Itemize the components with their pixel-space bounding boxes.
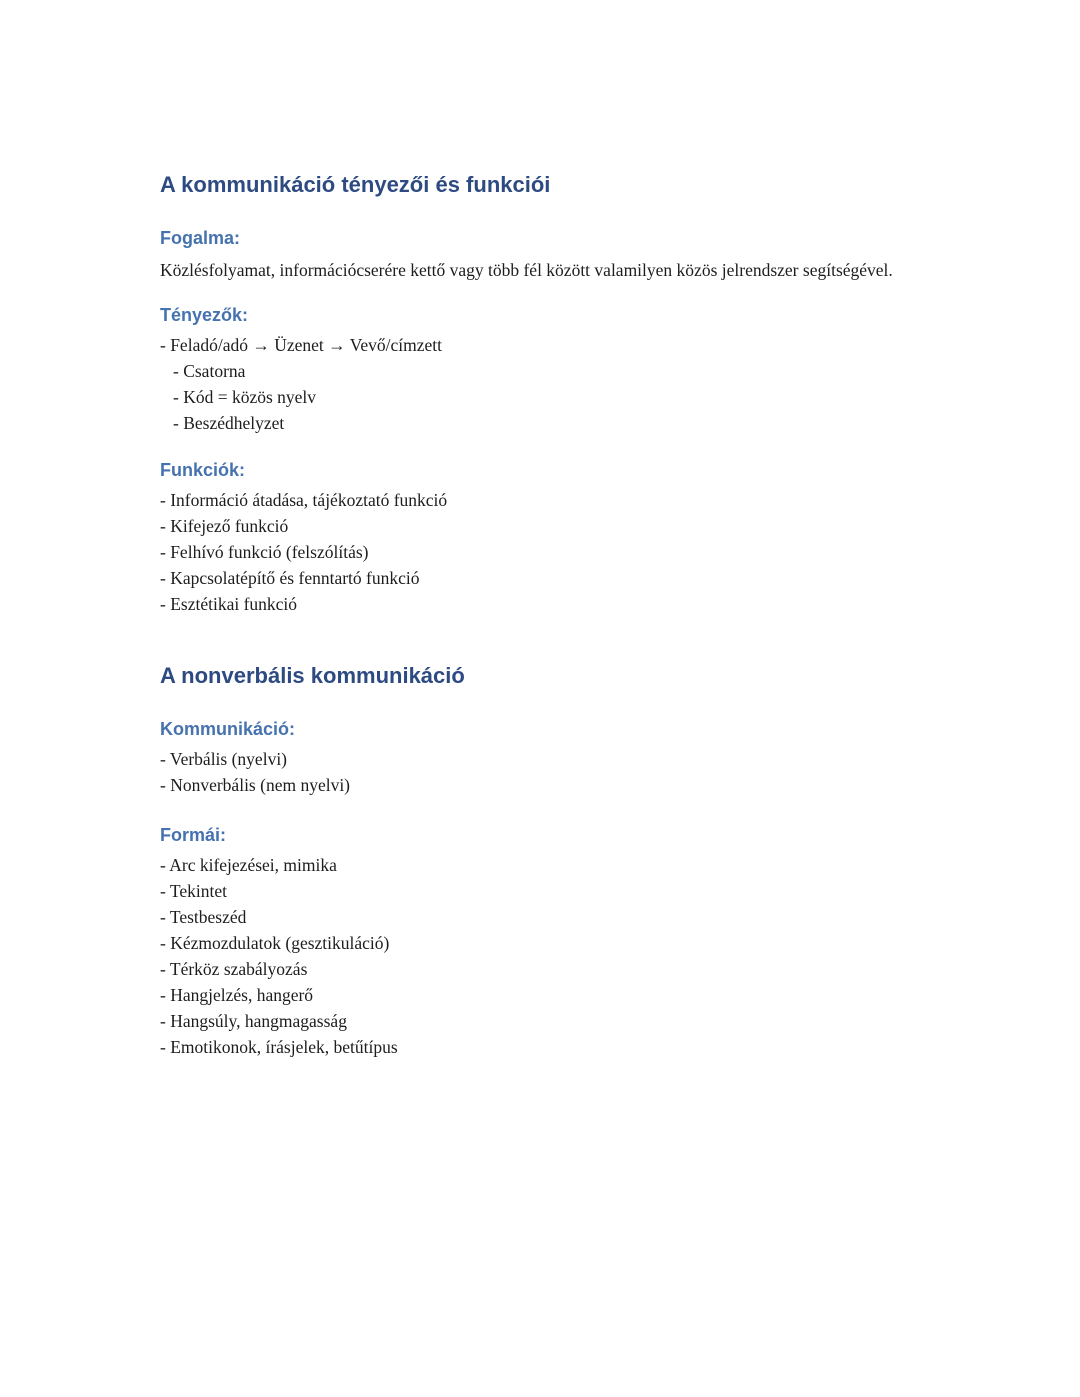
list-item: - Térköz szabályozás bbox=[160, 959, 308, 979]
list-item: - Tekintet bbox=[160, 881, 227, 901]
section-title: A nonverbális kommunikáció bbox=[160, 663, 465, 688]
list-item: - Esztétikai funkció bbox=[160, 594, 298, 614]
list-item: - Verbális (nyelvi) bbox=[160, 749, 288, 769]
list-kommunikacio bbox=[160, 746, 920, 798]
list-item: - Felhívó funkció (felszólítás) bbox=[160, 542, 369, 562]
subheading-fogalma: Fogalma: bbox=[160, 228, 241, 248]
list-item: - Feladó/adó → Üzenet → Vevő/címzett bbox=[160, 335, 443, 355]
list-funkciok bbox=[160, 487, 920, 617]
section-title: A kommunikáció tényezői és funkciói bbox=[160, 172, 551, 197]
list-formai bbox=[160, 852, 920, 1060]
list-item: - Hangsúly, hangmagasság bbox=[160, 1011, 347, 1031]
section-nonverbalis-kommunikacio bbox=[160, 663, 920, 1060]
list-item: - Testbeszéd bbox=[160, 907, 247, 927]
list-tenyezok bbox=[160, 332, 920, 436]
subheading-funkciok: Funkciók: bbox=[160, 460, 246, 480]
list-item: - Arc kifejezései, mimika bbox=[160, 855, 337, 875]
list-item: - Hangjelzés, hangerő bbox=[160, 985, 314, 1005]
subheading-tenyezok: Tényezők: bbox=[160, 305, 249, 325]
list-item: - Emotikonok, írásjelek, betűtípus bbox=[160, 1037, 398, 1057]
section-kommunikacio-tenyezoi bbox=[160, 172, 920, 617]
subheading-formai: Formái: bbox=[160, 825, 227, 845]
list-item: - Kifejező funkció bbox=[160, 516, 289, 536]
paragraph-fogalma: Közlésfolyamat, információcserére kettő vagy több fél között valamilyen közös jelrendszer segítségével. bbox=[160, 260, 893, 280]
list-item: - Beszédhelyzet bbox=[173, 413, 285, 433]
document-content bbox=[160, 172, 920, 1060]
list-item: - Információ átadása, tájékoztató funkció bbox=[160, 490, 448, 510]
list-item: - Kézmozdulatok (gesztikuláció) bbox=[160, 933, 390, 953]
list-item: - Nonverbális (nem nyelvi) bbox=[160, 775, 351, 795]
subheading-kommunikacio: Kommunikáció: bbox=[160, 719, 296, 739]
list-item: - Kapcsolatépítő és fenntartó funkció bbox=[160, 568, 420, 588]
list-item: - Csatorna bbox=[173, 361, 246, 381]
list-item: - Kód = közös nyelv bbox=[173, 387, 317, 407]
